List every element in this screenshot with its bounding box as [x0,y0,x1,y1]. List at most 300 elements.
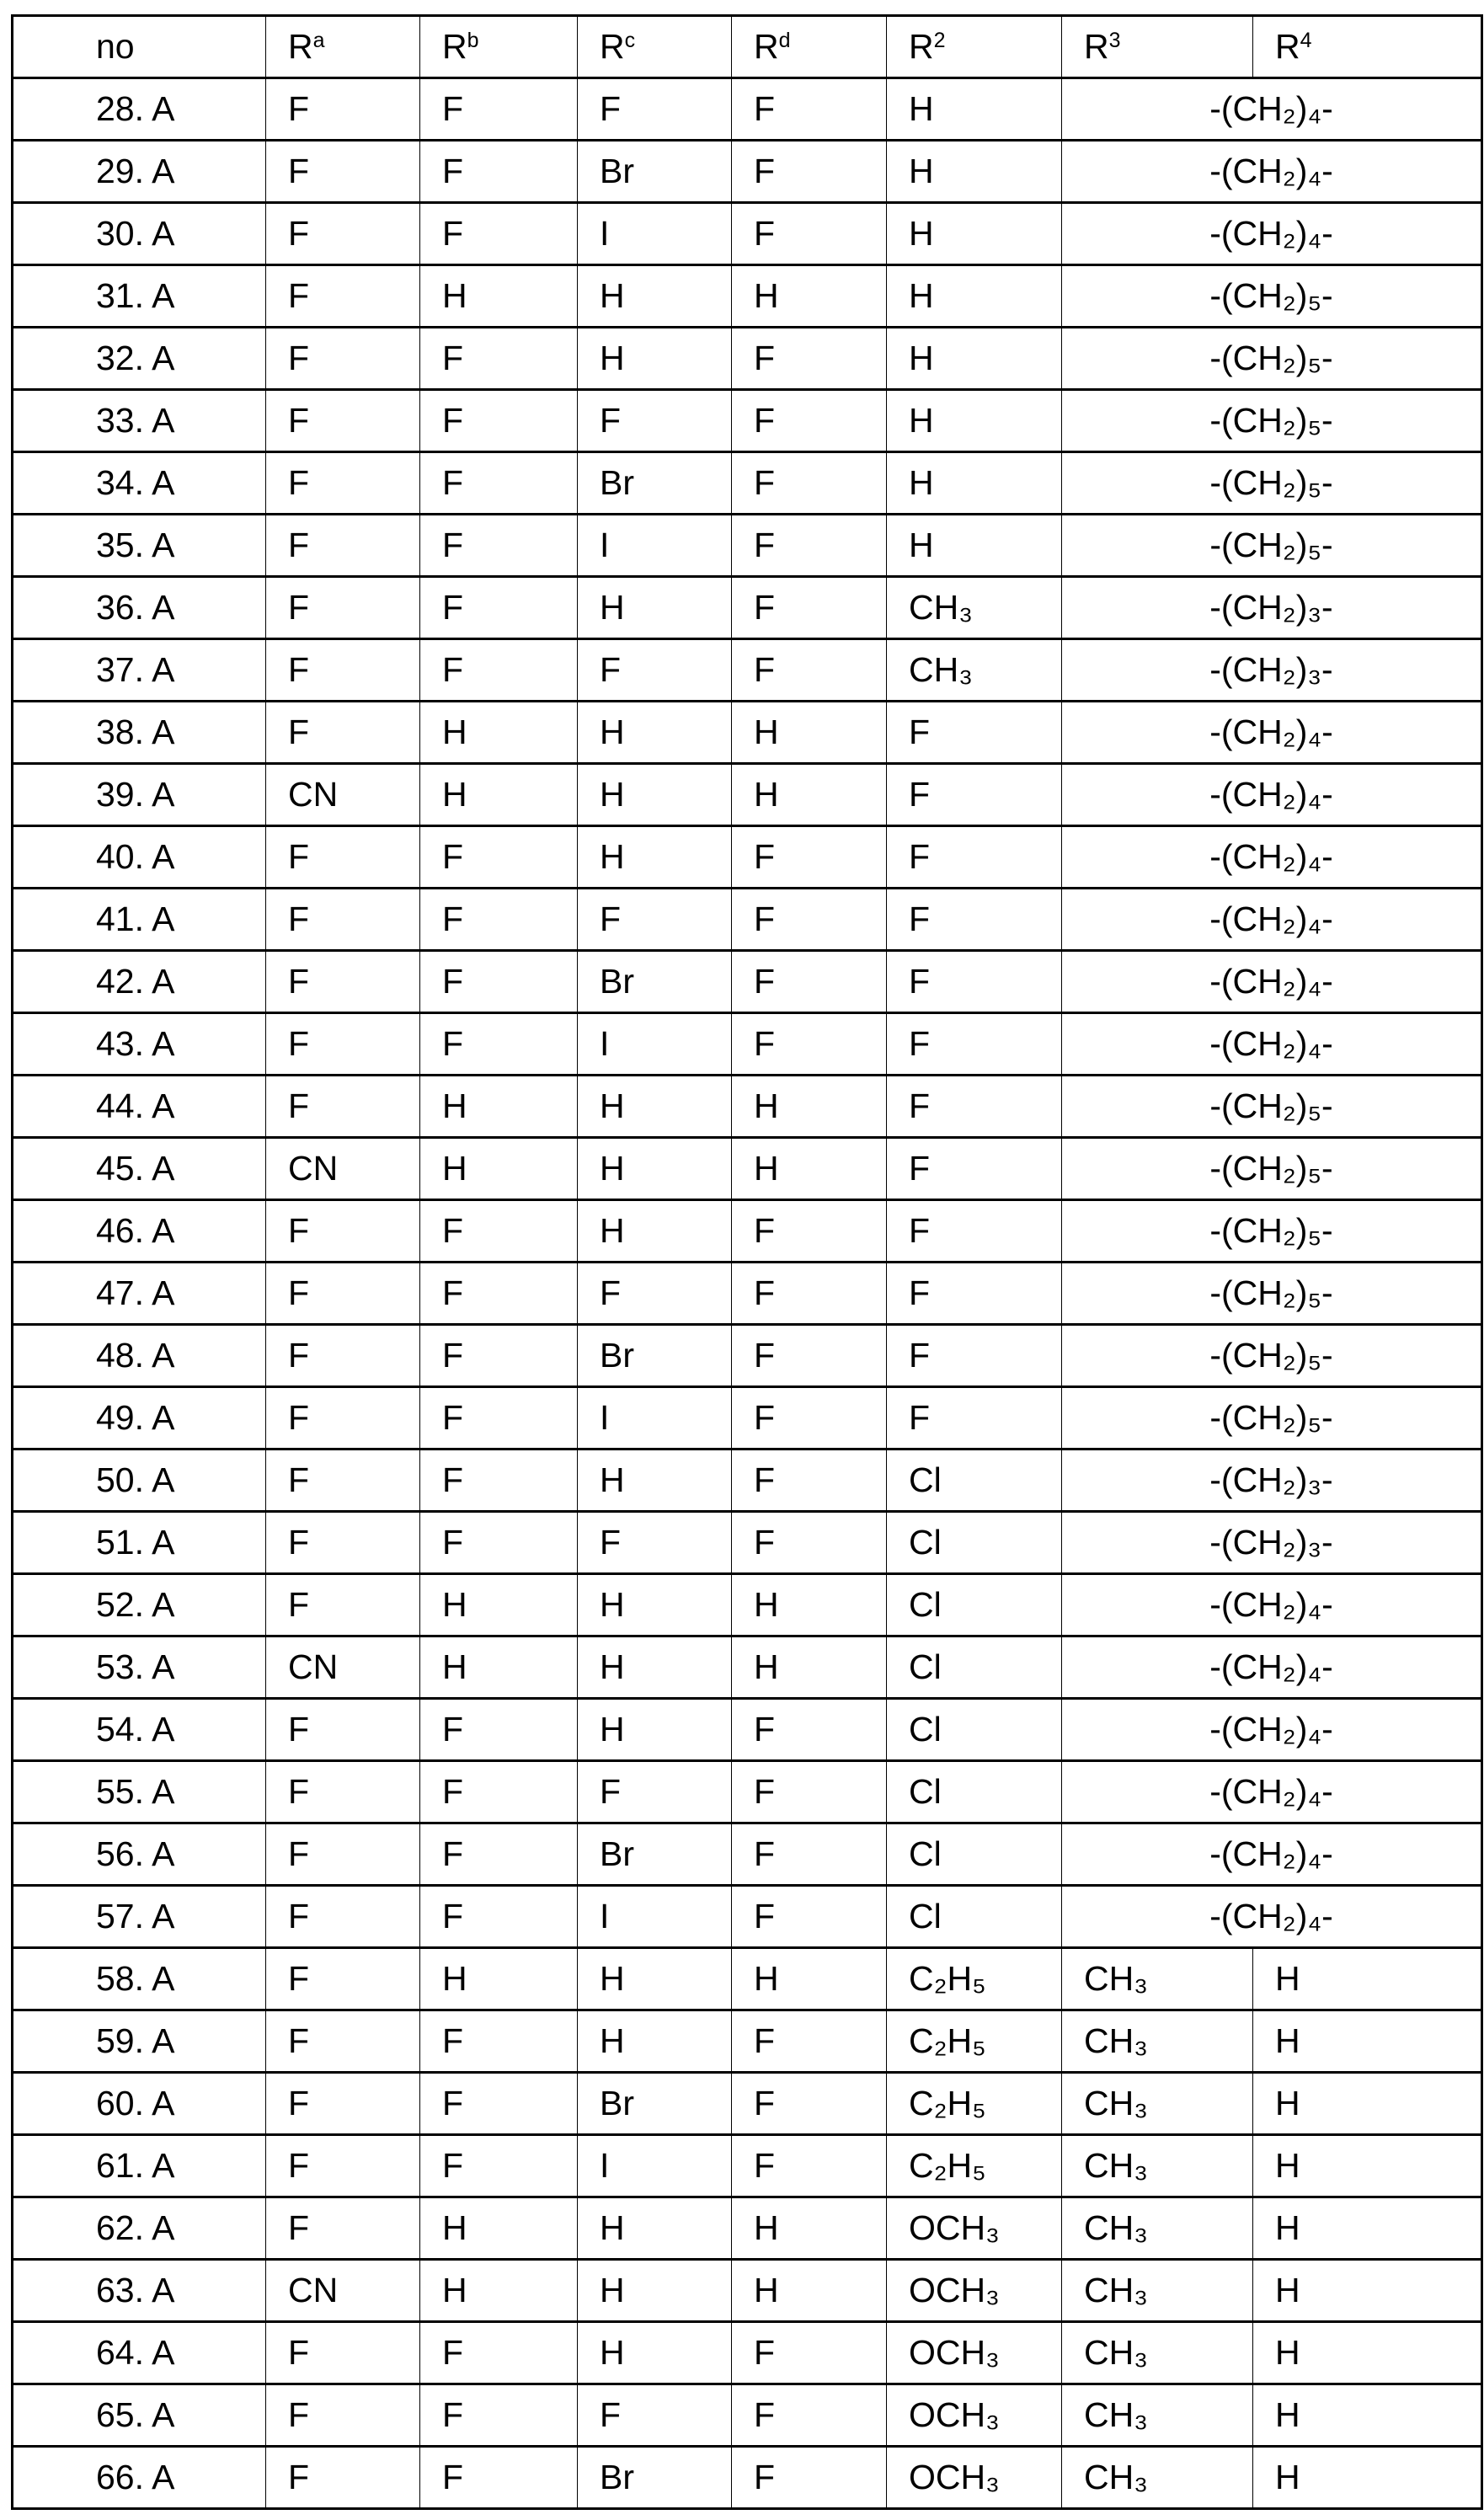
cell-r3-r4-merged: -(CH₂)₃- [1062,577,1482,639]
cell-r-b: F [420,1200,578,1263]
table-row [13,1450,1482,1512]
cell-r3: CH₃ [1062,1948,1253,2010]
cell-r-c: F [578,639,732,702]
compound-table [11,14,1483,2510]
header-row [13,16,1482,78]
cell-r3-r4-merged: -(CH₂)₄- [1062,1013,1482,1076]
cell-r-b: F [420,2135,578,2197]
table-row [13,1512,1482,1574]
cell-r-a: F [266,1076,420,1138]
header-superscript: 2 [934,29,946,52]
cell-r3-r4-merged: -(CH₂)₄- [1062,889,1482,951]
cell-no: 64. A [13,2322,266,2384]
cell-r-a: F [266,1761,420,1823]
cell-r-d: H [732,764,887,826]
header-superscript: d [779,29,791,52]
cell-no: 38. A [13,702,266,764]
cell-r-c: Br [578,452,732,515]
header-superscript: 3 [1109,29,1121,52]
cell-r-d: F [732,1200,887,1263]
cell-r-c: H [578,1948,732,2010]
cell-r-d: F [732,2447,887,2509]
cell-r2: H [887,141,1062,203]
cell-no: 31. A [13,265,266,328]
cell-r3: CH₃ [1062,2010,1253,2073]
cell-r-c: Br [578,141,732,203]
cell-no: 47. A [13,1263,266,1325]
cell-no: 59. A [13,2010,266,2073]
cell-r-b: F [420,1263,578,1325]
cell-r-c: H [578,1076,732,1138]
cell-r2: F [887,1263,1062,1325]
cell-no: 41. A [13,889,266,951]
cell-r4: H [1253,2073,1482,2135]
cell-r3-r4-merged: -(CH₂)₅- [1062,1200,1482,1263]
cell-r-a: F [266,1574,420,1636]
cell-r-a: F [266,639,420,702]
header-superscript: c [625,29,636,52]
table-row [13,1699,1482,1761]
cell-no: 46. A [13,1200,266,1263]
cell-r-a: CN [266,1138,420,1200]
header-r4 [1253,16,1482,78]
cell-r4: H [1253,2447,1482,2509]
table-row [13,2135,1482,2197]
cell-r4: H [1253,2135,1482,2197]
cell-r-b: H [420,265,578,328]
header-superscript: 4 [1300,29,1312,52]
cell-r-d: F [732,577,887,639]
cell-r-a: F [266,2447,420,2509]
cell-r-a: F [266,1325,420,1387]
cell-r-c: H [578,2010,732,2073]
cell-r-a: F [266,1200,420,1263]
cell-r-a: F [266,1263,420,1325]
cell-no: 34. A [13,452,266,515]
cell-r-a: F [266,1948,420,2010]
cell-r-a: CN [266,764,420,826]
table-row [13,889,1482,951]
cell-r2: H [887,390,1062,452]
table-row [13,764,1482,826]
cell-r-c: H [578,2197,732,2260]
cell-r2: H [887,78,1062,141]
cell-r2: F [887,764,1062,826]
header-r2 [887,16,1062,78]
cell-r-a: F [266,328,420,390]
cell-r-a: F [266,2135,420,2197]
cell-no: 43. A [13,1013,266,1076]
table-row [13,2447,1482,2509]
cell-r-d: F [732,2135,887,2197]
cell-r-b: F [420,577,578,639]
header-label: R [1275,27,1300,66]
table-row [13,1948,1482,2010]
cell-r3-r4-merged: -(CH₂)₅- [1062,328,1482,390]
cell-r-b: F [420,1761,578,1823]
table-row [13,328,1482,390]
cell-r4: H [1253,1948,1482,2010]
cell-r-d: F [732,1512,887,1574]
cell-r-c: H [578,764,732,826]
cell-r3-r4-merged: -(CH₂)₄- [1062,951,1482,1013]
cell-r3: CH₃ [1062,2447,1253,2509]
cell-r2: Cl [887,1886,1062,1948]
cell-r3: CH₃ [1062,2135,1253,2197]
cell-r2: OCH₃ [887,2322,1062,2384]
table-row [13,203,1482,265]
cell-no: 48. A [13,1325,266,1387]
cell-r-a: F [266,265,420,328]
cell-r-c: Br [578,2447,732,2509]
cell-r-c: F [578,78,732,141]
cell-r2: F [887,889,1062,951]
cell-r3-r4-merged: -(CH₂)₄- [1062,78,1482,141]
cell-r-b: F [420,2322,578,2384]
cell-r-a: F [266,2197,420,2260]
cell-r-b: F [420,2010,578,2073]
cell-r2: OCH₃ [887,2447,1062,2509]
cell-r2: C₂H₅ [887,2010,1062,2073]
cell-r-c: Br [578,2073,732,2135]
cell-r2: H [887,203,1062,265]
cell-r-a: F [266,2384,420,2447]
cell-r2: F [887,1200,1062,1263]
cell-r-d: F [732,889,887,951]
cell-r2: CH₃ [887,577,1062,639]
cell-r-b: F [420,328,578,390]
cell-r-b: F [420,1325,578,1387]
cell-r-d: F [732,951,887,1013]
cell-r-c: H [578,1450,732,1512]
cell-no: 57. A [13,1886,266,1948]
cell-r2: F [887,1325,1062,1387]
cell-r3: CH₃ [1062,2197,1253,2260]
cell-no: 28. A [13,78,266,141]
cell-r4: H [1253,2322,1482,2384]
cell-r-d: F [732,1013,887,1076]
cell-no: 45. A [13,1138,266,1200]
cell-r-a: F [266,889,420,951]
cell-no: 49. A [13,1387,266,1450]
cell-r3-r4-merged: -(CH₂)₄- [1062,1699,1482,1761]
table-row [13,826,1482,889]
cell-r-a: CN [266,1636,420,1699]
cell-r-c: I [578,1013,732,1076]
cell-r-d: F [732,328,887,390]
cell-r-d: F [732,1823,887,1886]
cell-r3-r4-merged: -(CH₂)₄- [1062,203,1482,265]
cell-r-a: F [266,141,420,203]
cell-r-d: F [732,390,887,452]
cell-r-d: F [732,2010,887,2073]
cell-r-d: H [732,1948,887,2010]
cell-r-d: F [732,1325,887,1387]
cell-r2: F [887,951,1062,1013]
cell-r-b: H [420,2260,578,2322]
cell-r-b: F [420,889,578,951]
cell-r-b: F [420,78,578,141]
cell-r-a: F [266,1823,420,1886]
cell-r-a: F [266,78,420,141]
cell-no: 60. A [13,2073,266,2135]
cell-r-c: H [578,577,732,639]
cell-r2: F [887,702,1062,764]
cell-r-d: H [732,2197,887,2260]
cell-r-c: H [578,1699,732,1761]
cell-r-b: F [420,1823,578,1886]
header-r-a [266,16,420,78]
cell-r-c: I [578,203,732,265]
cell-no: 54. A [13,1699,266,1761]
cell-r3-r4-merged: -(CH₂)₄- [1062,764,1482,826]
cell-r-d: H [732,1574,887,1636]
cell-no: 66. A [13,2447,266,2509]
table-row [13,577,1482,639]
cell-no: 36. A [13,577,266,639]
cell-r-c: F [578,1761,732,1823]
cell-r-a: F [266,951,420,1013]
cell-r2: Cl [887,1512,1062,1574]
table-row [13,141,1482,203]
table-row [13,1636,1482,1699]
cell-r3-r4-merged: -(CH₂)₄- [1062,1636,1482,1699]
header-r-d [732,16,887,78]
cell-r-a: F [266,452,420,515]
cell-r4: H [1253,2384,1482,2447]
table-row [13,1574,1482,1636]
header-label: R [442,27,467,66]
cell-r-d: F [732,1263,887,1325]
cell-r-d: H [732,265,887,328]
cell-r2: C₂H₅ [887,2073,1062,2135]
cell-r-c: I [578,515,732,577]
header-label: R [754,27,779,66]
cell-r-a: F [266,203,420,265]
cell-r2: Cl [887,1636,1062,1699]
table-row [13,2384,1482,2447]
cell-r-b: H [420,1076,578,1138]
cell-r-b: H [420,1636,578,1699]
table-row [13,390,1482,452]
cell-no: 40. A [13,826,266,889]
cell-r-d: F [732,141,887,203]
cell-r3-r4-merged: -(CH₂)₅- [1062,452,1482,515]
cell-r2: OCH₃ [887,2384,1062,2447]
cell-r-a: F [266,577,420,639]
cell-r2: Cl [887,1761,1062,1823]
cell-no: 56. A [13,1823,266,1886]
cell-r-c: H [578,265,732,328]
cell-r-c: H [578,1636,732,1699]
cell-r2: Cl [887,1823,1062,1886]
cell-r-d: H [732,2260,887,2322]
cell-r-d: F [732,639,887,702]
cell-no: 52. A [13,1574,266,1636]
table-row [13,1138,1482,1200]
cell-r-a: F [266,515,420,577]
table-row [13,2197,1482,2260]
cell-r-b: F [420,141,578,203]
cell-r-a: F [266,1013,420,1076]
cell-r3-r4-merged: -(CH₂)₅- [1062,1263,1482,1325]
cell-no: 29. A [13,141,266,203]
cell-r-a: F [266,1886,420,1948]
cell-r2: Cl [887,1699,1062,1761]
cell-r4: H [1253,2197,1482,2260]
table-row [13,1823,1482,1886]
cell-r-c: H [578,2260,732,2322]
cell-r3-r4-merged: -(CH₂)₅- [1062,265,1482,328]
cell-r-c: I [578,1387,732,1450]
cell-no: 50. A [13,1450,266,1512]
cell-r3-r4-merged: -(CH₂)₄- [1062,826,1482,889]
table-row [13,1761,1482,1823]
cell-no: 37. A [13,639,266,702]
header-label: R [909,27,934,66]
cell-r-b: F [420,2447,578,2509]
cell-r3-r4-merged: -(CH₂)₄- [1062,1761,1482,1823]
table-row [13,2010,1482,2073]
cell-r3-r4-merged: -(CH₂)₄- [1062,1574,1482,1636]
cell-r2: OCH₃ [887,2260,1062,2322]
cell-r-c: F [578,2384,732,2447]
cell-r-d: F [732,2073,887,2135]
table-row [13,265,1482,328]
cell-r-b: F [420,390,578,452]
cell-r2: Cl [887,1574,1062,1636]
cell-r-a: F [266,1387,420,1450]
cell-r-b: H [420,1138,578,1200]
cell-no: 55. A [13,1761,266,1823]
cell-r-c: F [578,390,732,452]
cell-r3-r4-merged: -(CH₂)₃- [1062,1512,1482,1574]
cell-r-b: H [420,702,578,764]
cell-r-c: Br [578,1823,732,1886]
cell-r-b: F [420,1699,578,1761]
cell-r3-r4-merged: -(CH₂)₄- [1062,1886,1482,1948]
header-r-b [420,16,578,78]
cell-r3-r4-merged: -(CH₂)₅- [1062,1325,1482,1387]
cell-r2: H [887,265,1062,328]
cell-r-d: H [732,1076,887,1138]
cell-no: 62. A [13,2197,266,2260]
cell-r-a: F [266,390,420,452]
table-row [13,639,1482,702]
table-row [13,452,1482,515]
cell-r-b: F [420,826,578,889]
cell-r2: CH₃ [887,639,1062,702]
cell-r-a: F [266,2010,420,2073]
cell-r-c: F [578,1263,732,1325]
cell-r2: F [887,1387,1062,1450]
cell-r3-r4-merged: -(CH₂)₃- [1062,639,1482,702]
cell-r-c: H [578,2322,732,2384]
cell-r2: F [887,1013,1062,1076]
cell-r2: H [887,452,1062,515]
cell-r2: OCH₃ [887,2197,1062,2260]
cell-r-c: Br [578,1325,732,1387]
header-no [13,16,266,78]
cell-r-c: H [578,702,732,764]
header-superscript: a [313,29,325,52]
cell-r-b: F [420,2073,578,2135]
cell-r-b: F [420,203,578,265]
cell-r-b: F [420,1450,578,1512]
cell-r-b: F [420,951,578,1013]
cell-r3: CH₃ [1062,2073,1253,2135]
cell-no: 39. A [13,764,266,826]
table-row [13,1200,1482,1263]
cell-no: 65. A [13,2384,266,2447]
cell-r-d: F [732,1387,887,1450]
cell-r-b: F [420,515,578,577]
table-row [13,2073,1482,2135]
cell-r3-r4-merged: -(CH₂)₄- [1062,702,1482,764]
cell-r2: H [887,515,1062,577]
cell-r-d: H [732,1636,887,1699]
cell-r-d: F [732,1699,887,1761]
cell-r3: CH₃ [1062,2322,1253,2384]
cell-r-a: F [266,1512,420,1574]
cell-r-d: F [732,826,887,889]
header-label: no [96,27,135,66]
header-label: R [288,27,313,66]
cell-r4: H [1253,2010,1482,2073]
cell-r2: C₂H₅ [887,2135,1062,2197]
table-row [13,1387,1482,1450]
cell-r-b: F [420,2384,578,2447]
cell-r-b: F [420,1886,578,1948]
cell-r-b: F [420,1013,578,1076]
cell-r3-r4-merged: -(CH₂)₄- [1062,141,1482,203]
cell-r3-r4-merged: -(CH₂)₅- [1062,515,1482,577]
cell-r2: C₂H₅ [887,1948,1062,2010]
cell-r3-r4-merged: -(CH₂)₃- [1062,1450,1482,1512]
cell-r2: F [887,826,1062,889]
cell-r2: H [887,328,1062,390]
cell-r-d: F [732,1761,887,1823]
cell-r-d: F [732,1450,887,1512]
header-label: R [1084,27,1109,66]
cell-r-d: F [732,1886,887,1948]
table-row [13,1263,1482,1325]
cell-no: 33. A [13,390,266,452]
cell-no: 58. A [13,1948,266,2010]
cell-r-b: H [420,1948,578,2010]
cell-r-a: F [266,2322,420,2384]
cell-r-a: F [266,702,420,764]
cell-r-c: F [578,889,732,951]
table-row [13,2260,1482,2322]
cell-no: 32. A [13,328,266,390]
cell-r-b: F [420,1512,578,1574]
cell-r-b: F [420,452,578,515]
cell-no: 44. A [13,1076,266,1138]
table-row [13,515,1482,577]
table-row [13,951,1482,1013]
table-row [13,1013,1482,1076]
cell-r-c: H [578,1200,732,1263]
cell-r3: CH₃ [1062,2260,1253,2322]
cell-r-c: I [578,1886,732,1948]
cell-r3: CH₃ [1062,2384,1253,2447]
cell-r3-r4-merged: -(CH₂)₅- [1062,1387,1482,1450]
cell-r-d: F [732,203,887,265]
cell-r-c: H [578,1574,732,1636]
cell-r-d: H [732,1138,887,1200]
table-row [13,78,1482,141]
